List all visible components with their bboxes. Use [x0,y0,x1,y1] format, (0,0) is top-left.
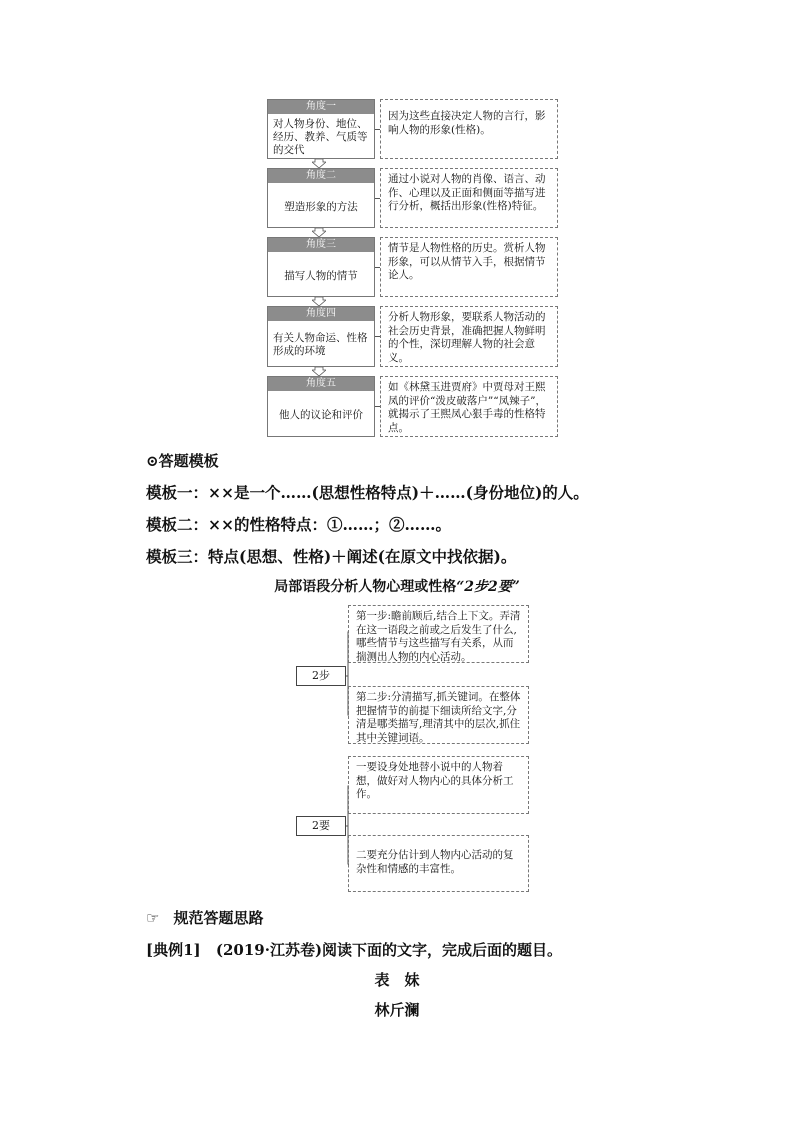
local-title-em: “2步2要” [456,579,520,595]
angle-head-3: 角度三 [268,238,374,252]
angle-body-1: 对人物身份、地位、经历、教养、气质等的交代 [273,117,368,156]
angle-desc-1: 因为这些直接决定人物的言行，影响人物的形象(性格)。 [380,99,558,159]
angle-head-4: 角度四 [268,307,374,321]
norm-heading [146,907,263,928]
angle-desc-3: 情节是人物性格的历史。赏析人物形象，可以从情节入手，根据情节论人。 [380,237,558,297]
story-author: 林斤澜 [374,1001,420,1019]
example-text: 阅读下面的文字，完成后面的题目。 [322,941,563,959]
step-2: 第二步:分清描写,抓关键词。在整体把握情节的前提下细读所给文字,分清是哪类描写,理清其中的层次,抓住其中关键词语。 [348,686,529,744]
angle-desc-5: 如《林黛玉进贾府》中贾母对王熙凤的评价“泼皮破落户”“凤辣子”，就揭示了王熙凤心狠手毒的性格特点。 [380,376,558,437]
angle-head-2: 角度二 [268,169,374,183]
angle-desc-2: 通过小说对人物的肖像、语言、动作、心理以及正面和侧面等描写进行分析，概括出形象(性格)特征。 [380,168,558,228]
example-line [146,939,562,960]
req-1: 一要设身处地替小说中的人物着想，做好对人物内心的具体分析工作。 [348,756,529,814]
example-tag: [典例1] [146,941,201,959]
angle-desc-4: 分析人物形象，要联系人物活动的社会历史背景，准确把握人物鲜明的个性，深切理解人物的社会意义。 [380,306,558,367]
local-title-main: 局部语段分析人物心理或性格 [274,579,457,595]
template-2: 模板二：××的性格特点：①……；②……。 [146,515,451,534]
example-source: (2019·江苏卷) [215,941,323,959]
steps-label: 2步 [296,666,346,686]
angle-body-2: 塑造形象的方法 [284,200,358,213]
template-section-title: ⊙答题模板 [146,452,219,470]
angle-body-5: 他人的议论和评价 [279,408,363,421]
angle-head-1: 角度一 [268,100,374,114]
reqs-label: 2要 [296,816,346,836]
norm-title: 规范答题思路 [173,909,264,927]
angle-body-4: 有关人物命运、性格形成的环境 [273,332,368,357]
story-title: 表 妹 [374,971,420,989]
step-1: 第一步:瞻前顾后,结合上下文。弄清在这一语段之前或之后发生了什么,哪些情节与这些描写有关系，从而揣测出人物的内心活动。 [348,605,529,663]
pointing-hand-icon: ☞ [146,909,160,927]
angle-head-5: 角度五 [268,377,374,391]
angle-body-3: 描写人物的情节 [284,269,358,282]
req-2: 二要充分估计到人物内心活动的复杂性和情感的丰富性。 [348,835,529,892]
template-3: 模板三：特点(思想、性格)＋阐述(在原文中找依据)。 [146,547,517,566]
template-1: 模板一：××是一个……(思想性格特点)＋……(身份地位)的人。 [146,483,589,502]
